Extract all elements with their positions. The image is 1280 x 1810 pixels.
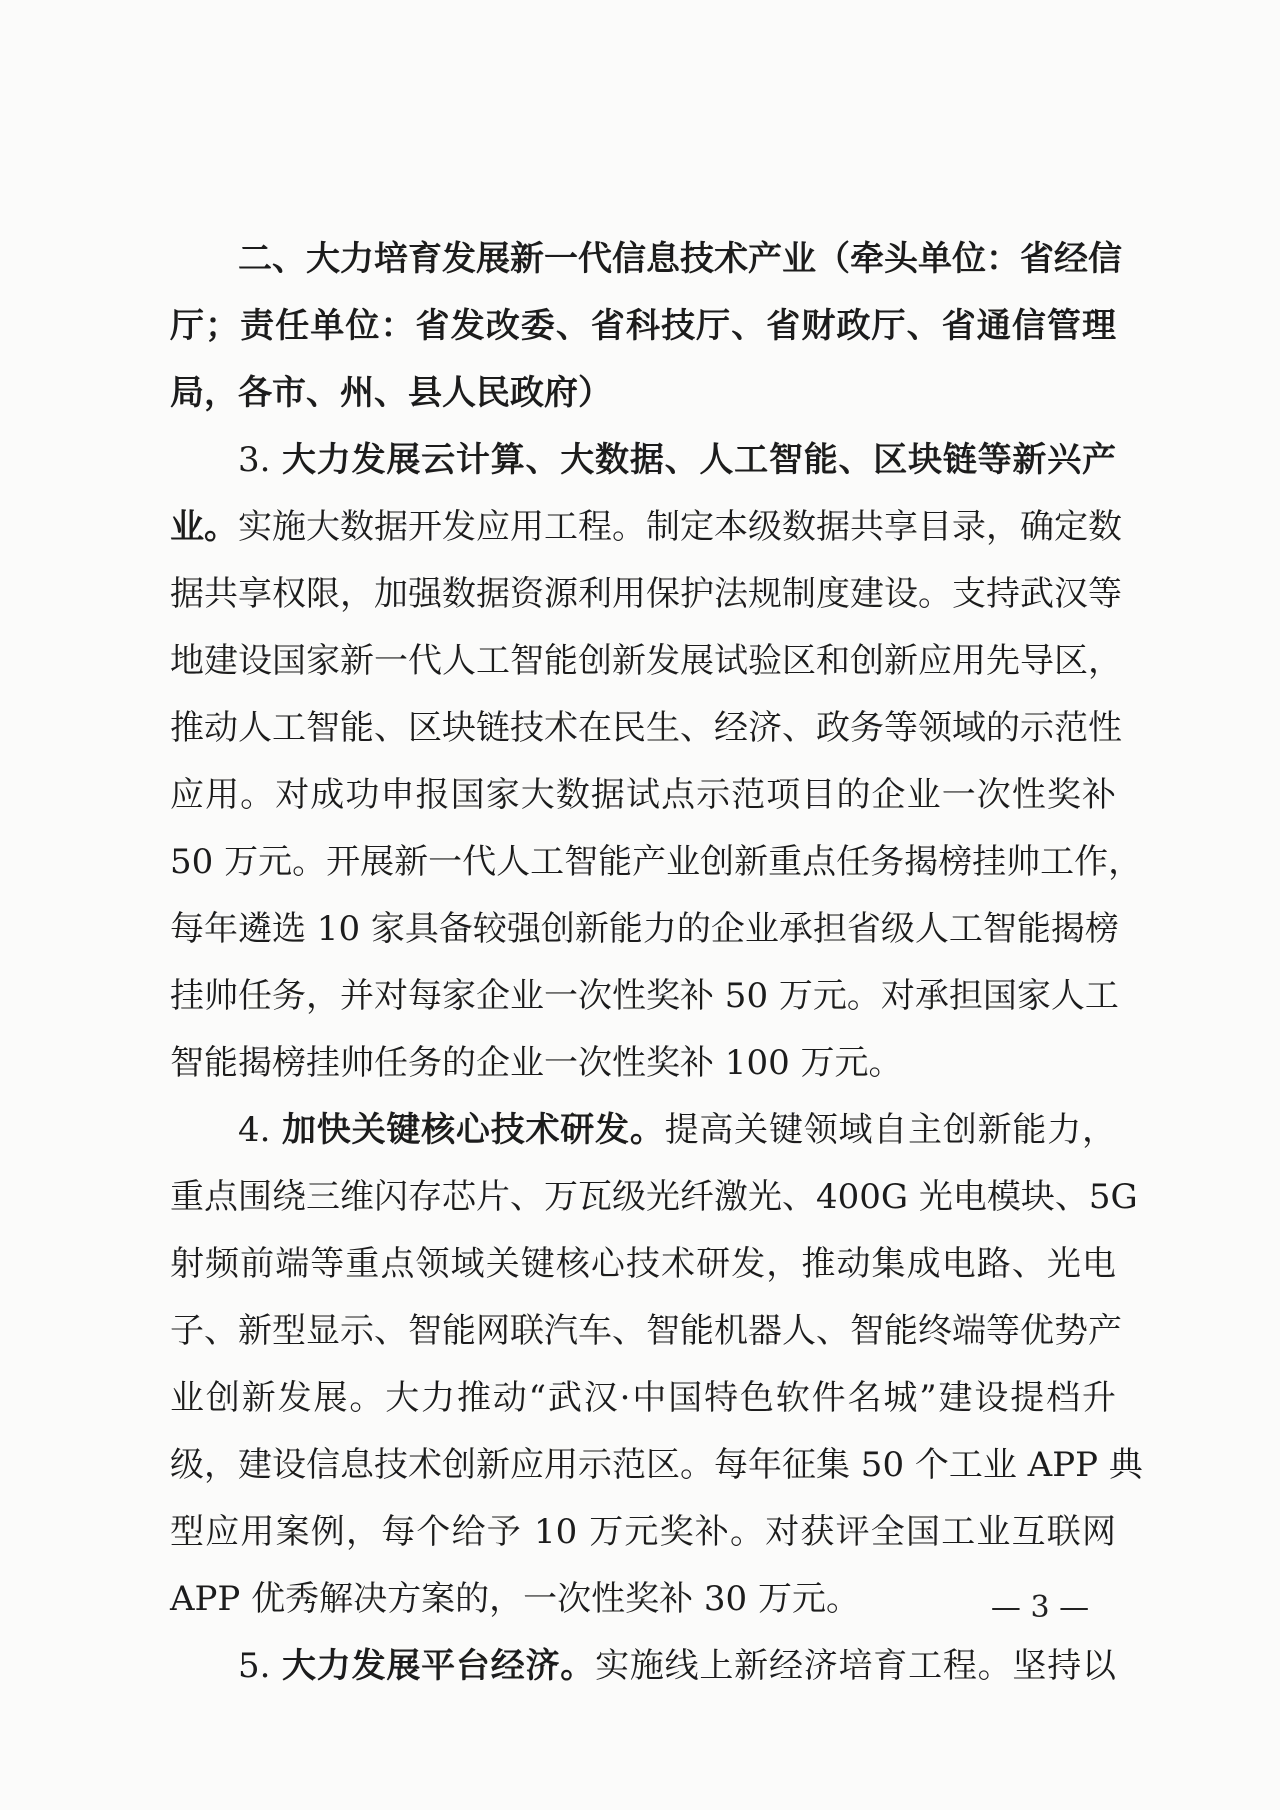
section-heading-line-1: 二、大力培育发展新一代信息技术产业（牵头单位：省经信 (238, 239, 1122, 279)
item5-title: 大力发展平台经济。 (282, 1646, 596, 1686)
item3-number: 3. (238, 440, 283, 480)
item3-line-4: 地建设国家新一代人工智能创新发展试验区和创新应用先导区， (170, 641, 1122, 681)
item5-number: 5. (238, 1646, 283, 1686)
item4-line-1 (170, 1097, 1116, 1164)
item3-line-1 (170, 427, 1116, 494)
item4-line-4: 子、新型显示、智能网联汽车、智能机器人、智能终端等优势产 (170, 1311, 1122, 1351)
item4-text-start: 提高关键领域自主创新能力， (664, 1110, 1116, 1150)
item3-line-9: 挂帅任务，并对每家企业一次性奖补 50 万元。对承担国家人工 (170, 976, 1119, 1016)
item5-text-start: 实施线上新经济培育工程。坚持以 (595, 1646, 1116, 1686)
item4-line-6: 级，建设信息技术创新应用示范区。每年征集 50 个工业 APP 典 (170, 1445, 1143, 1485)
item3-line-3: 据共享权限，加强数据资源利用保护法规制度建设。支持武汉等 (170, 574, 1122, 614)
item5-line-1 (170, 1633, 1116, 1700)
item3-line-5: 推动人工智能、区块链技术在民生、经济、政务等领域的示范性 (170, 708, 1122, 748)
section-heading-line-3: 局，各市、州、县人民政府） (170, 373, 612, 413)
item3-line-10: 智能揭榜挂帅任务的企业一次性奖补 100 万元。 (170, 1043, 903, 1083)
item3-title-cont: 业。 (170, 507, 238, 547)
section-heading-line-2: 厅；责任单位：省发改委、省科技厅、省财政厅、省通信管理 (170, 306, 1116, 346)
item4-line-5: 业创新发展。大力推动“武汉·中国特色软件名城”建设提档升 (170, 1378, 1116, 1418)
item4-line-7: 型应用案例，每个给予 10 万元奖补。对获评全国工业互联网 (170, 1512, 1116, 1552)
item3-line-8: 每年遴选 10 家具备较强创新能力的企业承担省级人工智能揭榜 (170, 909, 1119, 949)
item4-line-8: APP 优秀解决方案的，一次性奖补 30 万元。 (170, 1579, 860, 1619)
item3-line-6: 应用。对成功申报国家大数据试点示范项目的企业一次性奖补 (170, 775, 1116, 815)
item4-line-3: 射频前端等重点领域关键核心技术研发，推动集成电路、光电 (170, 1244, 1116, 1284)
item3-line-7: 50 万元。开展新一代人工智能产业创新重点任务揭榜挂帅工作， (170, 842, 1143, 882)
item3-title: 大力发展云计算、大数据、人工智能、区块链等新兴产 (282, 440, 1116, 480)
page-number: — 3 — (990, 1590, 1090, 1625)
item4-number: 4. (238, 1110, 283, 1150)
item4-line-2: 重点围绕三维闪存芯片、万瓦级光纤激光、400G 光电模块、5G (170, 1177, 1138, 1217)
document-body (170, 226, 1143, 1700)
item3-line-2 (170, 494, 1122, 561)
item3-text-start: 实施大数据开发应用工程。制定本级数据共享目录，确定数 (238, 507, 1122, 547)
item4-title: 加快关键核心技术研发。 (282, 1110, 665, 1150)
